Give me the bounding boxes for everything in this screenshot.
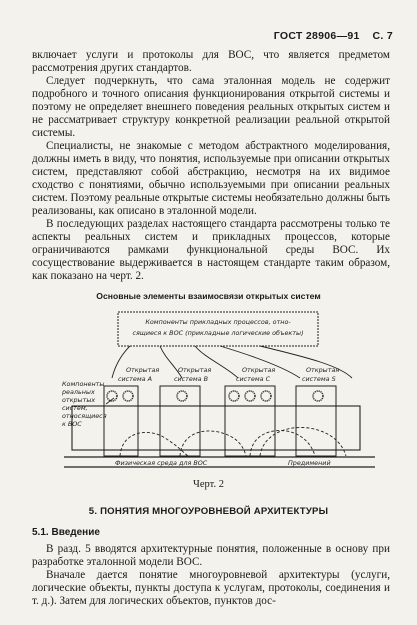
system-b-label-2: система B xyxy=(174,375,208,383)
physical-medium-label: Физическая среда для ВОС xyxy=(115,459,208,467)
page-header xyxy=(274,30,393,42)
standard-number: ГОСТ 28906—91 xyxy=(273,30,360,42)
paragraph: Следует подчеркнуть, что сама эталонная модель не содержит подробного и точного описания функционирования открытой системы и поэтому не определяет внешнего поведения реальных открытых систем и не рассматривает структуру конкретной реализации реальной открытой системы. xyxy=(32,75,390,139)
subsection-number: 5.1. xyxy=(32,527,49,538)
paragraph: включает услуги и протоколы для ВОС, что является предметом рассмотрения других стандартов. xyxy=(32,49,390,74)
figure-caption: Черт. 2 xyxy=(193,479,224,490)
subsection-title: Введение xyxy=(51,527,100,538)
osi-elements-diagram xyxy=(60,308,395,472)
text-block-top xyxy=(32,49,390,283)
system-c-label-2: система C xyxy=(236,375,271,383)
left-label-3: открытых xyxy=(62,396,96,404)
system-a-label-1: Открытая xyxy=(126,366,160,374)
page-number: С. 7 xyxy=(372,30,393,42)
subsection-heading xyxy=(32,527,100,538)
left-label-6: к ВОС xyxy=(62,420,82,428)
system-a-label-2: система А xyxy=(118,375,152,383)
section-heading: 5. ПОНЯТИЯ МНОГОУРОВНЕВОЙ АРХИТЕКТУРЫ xyxy=(88,506,329,517)
app-process-label-2: сящиеся к ВОС (прикладные логические объекты) xyxy=(132,329,304,337)
system-s-label-1: Открытая xyxy=(306,366,340,374)
system-s-label-2: система S xyxy=(302,375,336,383)
system-c-label-1: Открытая xyxy=(242,366,276,374)
left-label-4: систем, xyxy=(62,404,88,412)
system-b-label-1: Открытая xyxy=(178,366,212,374)
left-label-2: реальных xyxy=(62,388,95,396)
text-block-bottom xyxy=(32,543,390,608)
paragraph: В разд. 5 вводятся архитектурные понятия, положенные в основу при разработке эталонной модели ВОС. xyxy=(32,543,390,568)
app-process-label-1: Компоненты прикладных процессов, отно- xyxy=(145,318,291,326)
paragraph: В последующих разделах настоящего стандарта рассмотрены только те аспекты реальных систем и прикладных процессов, которые ограничиваются рамками функциональной среды ВОС. Их сосуществование выдерживается в настоящем стандарте таким образом, как показано на черт. 2. xyxy=(32,218,390,282)
bottom-right-label: Предимений xyxy=(288,459,331,467)
left-label-1: Компоненты xyxy=(62,380,105,388)
paragraph: Вначале дается понятие многоуровневой архитектуры (услуги, логические объекты, пункты доступа к услугам, протоколы, соединения и т. д.). Затем для логических объектов, пунктов дос- xyxy=(32,569,390,607)
figure-title: Основные элементы взаимосвязи открытых систем xyxy=(96,291,321,301)
left-label-5: относящиеся xyxy=(62,412,107,420)
paragraph: Специалисты, не знакомые с методом абстрактного моделирования, должны иметь в виду, что понятия, используемые при описании открытых систем, представляют собой абстракцию, несмотря на их видимое сходство с понятиями, обычно используемыми при описании реальных систем. Поэтому реальные открытые системы необязательно должны быть реализованы, как описано в эталонной модели. xyxy=(32,140,390,217)
